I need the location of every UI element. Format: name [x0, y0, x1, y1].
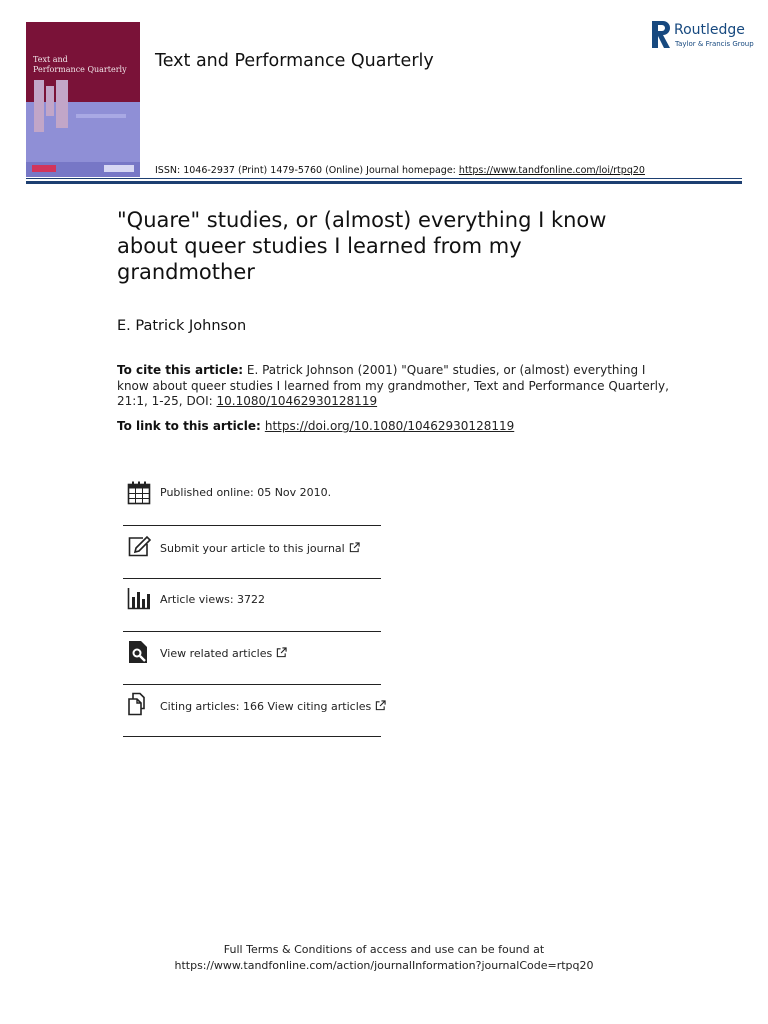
citing-articles-text[interactable]: Citing articles: 166 View citing articles: [160, 700, 386, 713]
cover-title-line1: Text and: [33, 55, 68, 64]
cite-text: E. Patrick Johnson (2001) "Quare" studies, or (almost) everything I know about queer studies I learned from my grandmother, Text and Performance Quarterly, 21:1, 1-25, DOI:: [117, 363, 669, 408]
header-rule-thick: [26, 181, 742, 184]
header-rule-thin: [26, 178, 742, 179]
related-articles-text[interactable]: View related articles: [160, 647, 287, 660]
cite-label: To cite this article:: [117, 363, 244, 377]
article-views-info: [123, 586, 381, 616]
journal-cover-image: [26, 22, 140, 177]
external-link-icon: [276, 647, 287, 658]
info-divider: [123, 578, 381, 579]
info-divider: [123, 736, 381, 737]
cite-doi-link[interactable]: 10.1080/10462930128119: [216, 394, 378, 408]
link-block: [117, 419, 677, 433]
cover-bar: [76, 114, 126, 118]
document-search-icon: [127, 640, 151, 664]
info-divider: [123, 525, 381, 526]
publisher-subtitle: Taylor & Francis Group: [675, 40, 754, 48]
footer-line1: Full Terms & Conditions of access and use can be found at: [223, 943, 545, 956]
copy-documents-icon: [127, 692, 151, 716]
footer-terms-link[interactable]: https://www.tandfonline.com/action/journalInformation?journalCode=rtpq20: [174, 958, 594, 972]
cover-title: [33, 55, 127, 75]
external-link-icon: [375, 700, 386, 711]
bar-chart-icon: [127, 587, 151, 611]
publisher-name: Routledge: [674, 22, 745, 38]
citing-articles-link[interactable]: [123, 692, 381, 722]
info-divider: [123, 631, 381, 632]
related-articles-link[interactable]: [123, 640, 381, 670]
journal-title: Text and Performance Quarterly: [155, 51, 434, 71]
footer-terms: [0, 942, 768, 973]
cover-publisher-logo: [32, 165, 56, 172]
routledge-r-icon: [652, 21, 670, 48]
cover-graphic: [34, 80, 68, 132]
published-info: [123, 480, 381, 510]
cover-partner-logo: [104, 165, 134, 172]
article-author: E. Patrick Johnson: [117, 318, 247, 334]
info-divider: [123, 684, 381, 685]
calendar-icon: [127, 481, 151, 505]
cover-title-line2: Performance Quarterly: [33, 65, 127, 74]
link-label: To link to this article:: [117, 419, 261, 433]
article-title: "Quare" studies, or (almost) everything I know about queer studies I learned from my grandmother: [117, 208, 607, 284]
issn-line: [155, 165, 645, 176]
edit-icon: [127, 534, 151, 558]
publisher-logo[interactable]: [652, 21, 752, 51]
doi-link[interactable]: https://doi.org/10.1080/10462930128119: [264, 419, 515, 433]
submit-article-link[interactable]: [123, 534, 381, 564]
citation-block: [117, 363, 677, 410]
external-link-icon: [349, 542, 360, 553]
submit-text[interactable]: Submit your article to this journal: [160, 542, 360, 555]
journal-homepage-link[interactable]: https://www.tandfonline.com/loi/rtpq20: [458, 165, 645, 176]
issn-text: ISSN: 1046-2937 (Print) 1479-5760 (Online) Journal homepage:: [155, 165, 459, 176]
article-views-text: Article views: 3722: [160, 593, 266, 606]
published-text: Published online: 05 Nov 2010.: [160, 486, 332, 499]
